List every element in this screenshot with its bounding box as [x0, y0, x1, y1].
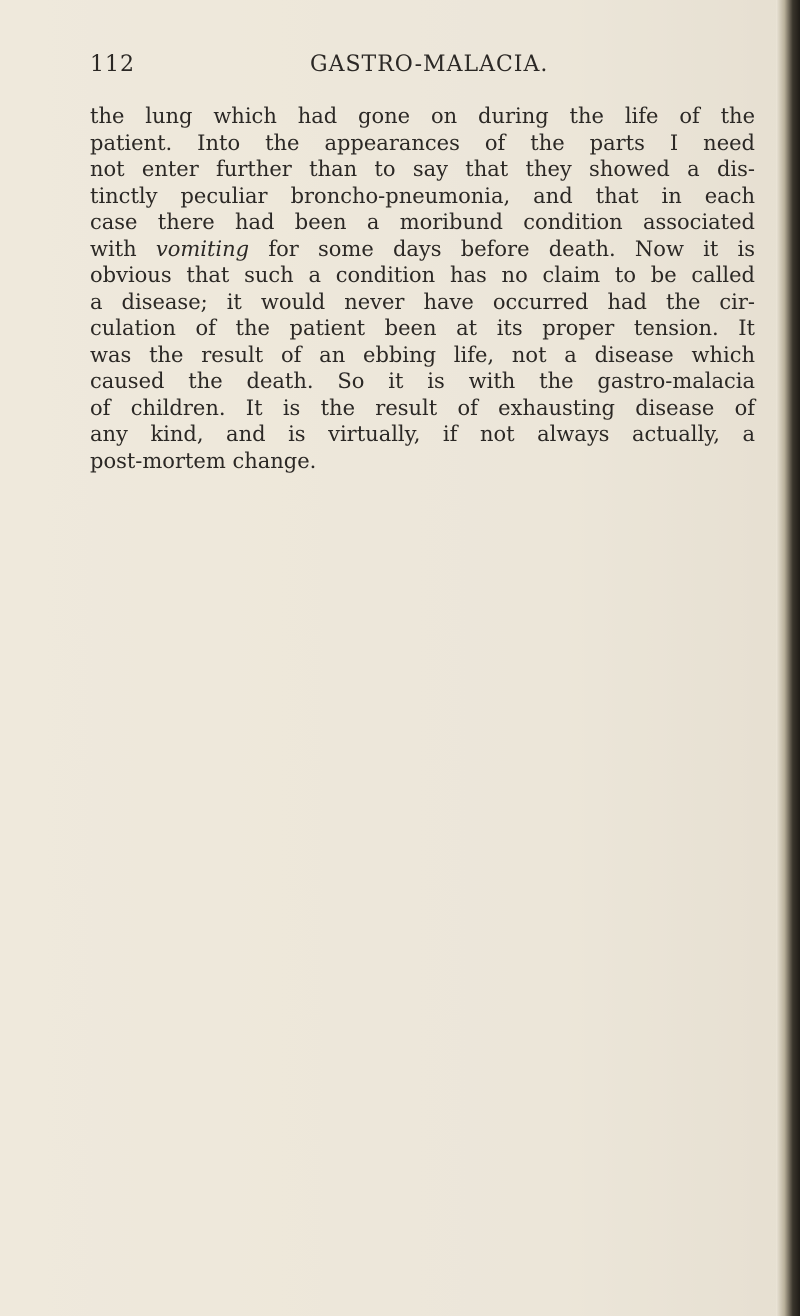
text-line: tinctly peculiar broncho-pneumonia, and that in each — [90, 183, 755, 208]
text-line: was the result of an ebbing life, not a disease which — [90, 342, 755, 367]
text-fragment: with — [90, 236, 156, 261]
body-paragraph — [90, 103, 755, 474]
text-line: caused the death. So it is with the gastro-malacia — [90, 369, 755, 393]
text-line: post-mortem change. — [90, 448, 317, 473]
italic-word: vomiting — [155, 236, 250, 261]
text-line: any kind, and is virtually, if not always actually, a — [90, 422, 755, 446]
text-line: not enter further than to say that they showed a dis- — [90, 157, 755, 181]
page-gutter-edge — [776, 0, 800, 1316]
text-line: a disease; it would never have occurred had the cir- — [90, 289, 755, 314]
text-line: case there had been a moribund condition associated — [90, 210, 755, 234]
text-line: obvious that such a condition has no claim to be called — [90, 263, 755, 287]
text-line: the lung which had gone on during the life of the — [90, 104, 755, 128]
text-line: of children. It is the result of exhausting disease of — [90, 395, 755, 420]
text-line — [90, 236, 755, 263]
page-number: 112 — [90, 52, 135, 77]
text-fragment: for some days before death. Now it is — [249, 236, 755, 261]
running-head: GASTRO-MALACIA. — [310, 52, 549, 77]
text-line: patient. Into the appearances of the parts I need — [90, 130, 755, 155]
text-line: culation of the patient been at its proper tension. It — [90, 316, 755, 340]
page-header — [90, 52, 780, 82]
